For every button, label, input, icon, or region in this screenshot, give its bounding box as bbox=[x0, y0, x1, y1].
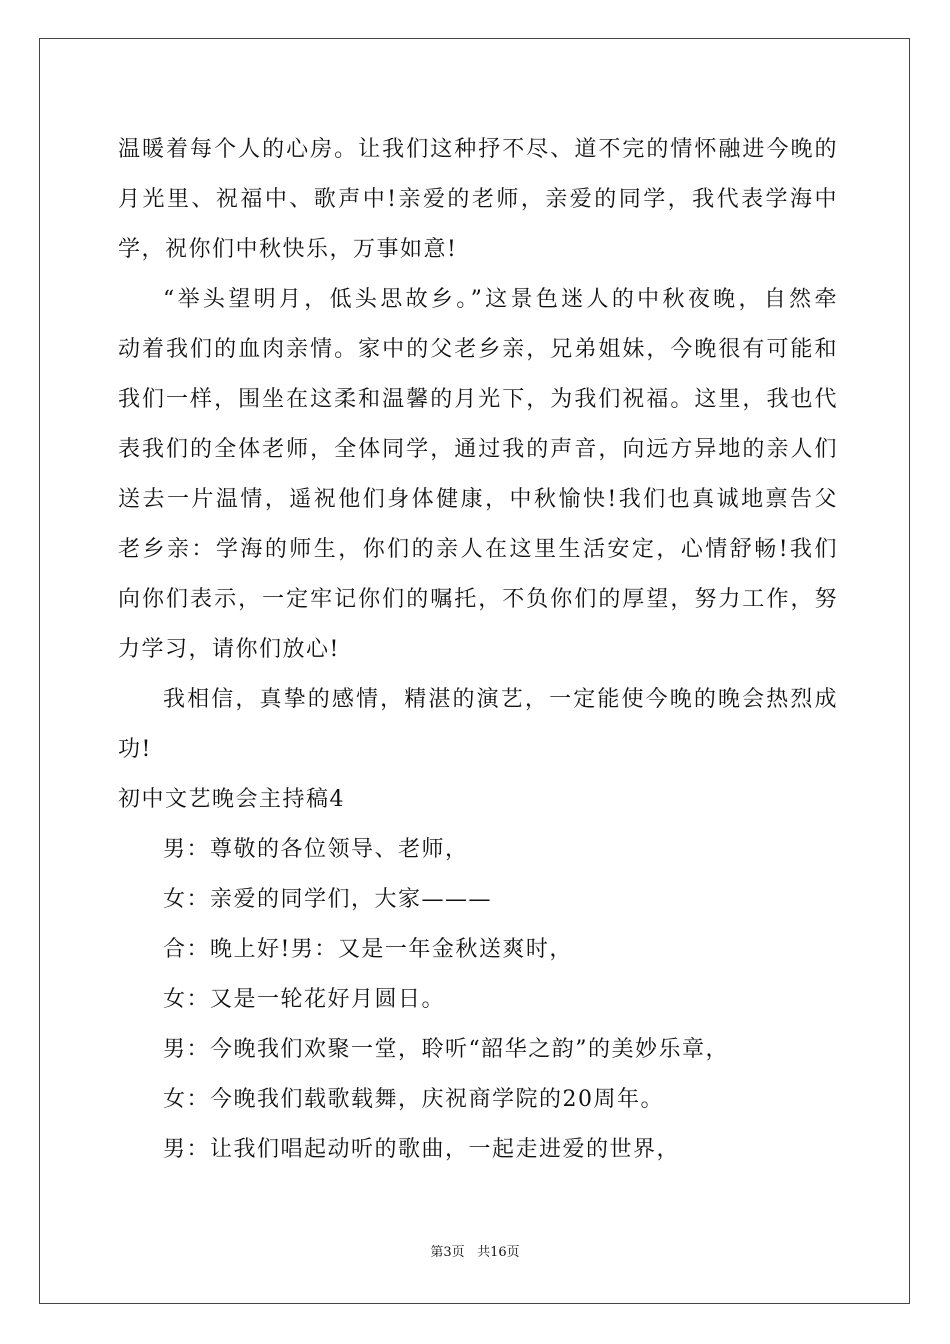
text-line: 动着我们的血肉亲情。家中的父老乡亲，兄弟姐妹，今晚很有可能和 bbox=[118, 337, 838, 362]
text-line: 表我们的全体老师，全体同学，通过我的声音，向远方异地的亲人们 bbox=[118, 437, 838, 462]
page-total: 共16页 bbox=[477, 1245, 520, 1260]
dialogue-line: 女：亲爱的同学们，大家——— bbox=[163, 887, 493, 912]
dialogue-line: 男：尊敬的各位领导、老师， bbox=[163, 837, 469, 862]
paragraph-first-line: 我相信，真挚的感情，精湛的演艺，一定能使今晚的晚会热烈成 bbox=[163, 687, 838, 712]
text-line: 月光里、祝福中、歌声中!亲爱的老师，亲爱的同学，我代表学海中 bbox=[118, 187, 838, 212]
text-line: 老乡亲：学海的师生，你们的亲人在这里生活安定，心情舒畅!我们 bbox=[118, 537, 838, 562]
text-line: 我们一样，围坐在这柔和温馨的月光下，为我们祝福。这里，我也代 bbox=[118, 387, 838, 412]
dialogue-line: 男：让我们唱起动听的歌曲，一起走进爱的世界， bbox=[163, 1137, 681, 1162]
text-line: 功! bbox=[118, 737, 152, 762]
text-line: 向你们表示，一定牢记你们的嘱托，不负你们的厚望，努力工作，努 bbox=[118, 587, 838, 612]
page-number: 第3页 bbox=[430, 1245, 465, 1260]
text-line: 力学习，请你们放心! bbox=[118, 637, 340, 662]
text-line: 温暖着每个人的心房。让我们这种抒不尽、道不完的情怀融进今晚的 bbox=[118, 137, 838, 162]
dialogue-line: 女：今晚我们载歌载舞，庆祝商学院的20周年。 bbox=[163, 1087, 664, 1112]
dialogue-line: 男：今晚我们欢聚一堂，聆听“韶华之韵”的美妙乐章， bbox=[163, 1037, 729, 1062]
page-footer bbox=[0, 1244, 950, 1262]
paragraph-first-line: “举头望明月，低头思故乡。”这景色迷人的中秋夜晚，自然牵 bbox=[163, 287, 838, 312]
section-heading: 初中文艺晚会主持稿4 bbox=[118, 787, 345, 812]
text-line: 送去一片温情，遥祝他们身体健康，中秋愉快!我们也真诚地禀告父 bbox=[118, 487, 838, 512]
dialogue-line: 女：又是一轮花好月圆日。 bbox=[163, 987, 446, 1012]
text-line: 学，祝你们中秋快乐，万事如意! bbox=[118, 237, 458, 262]
dialogue-line: 合：晚上好!男：又是一年金秋送爽时， bbox=[163, 937, 573, 962]
